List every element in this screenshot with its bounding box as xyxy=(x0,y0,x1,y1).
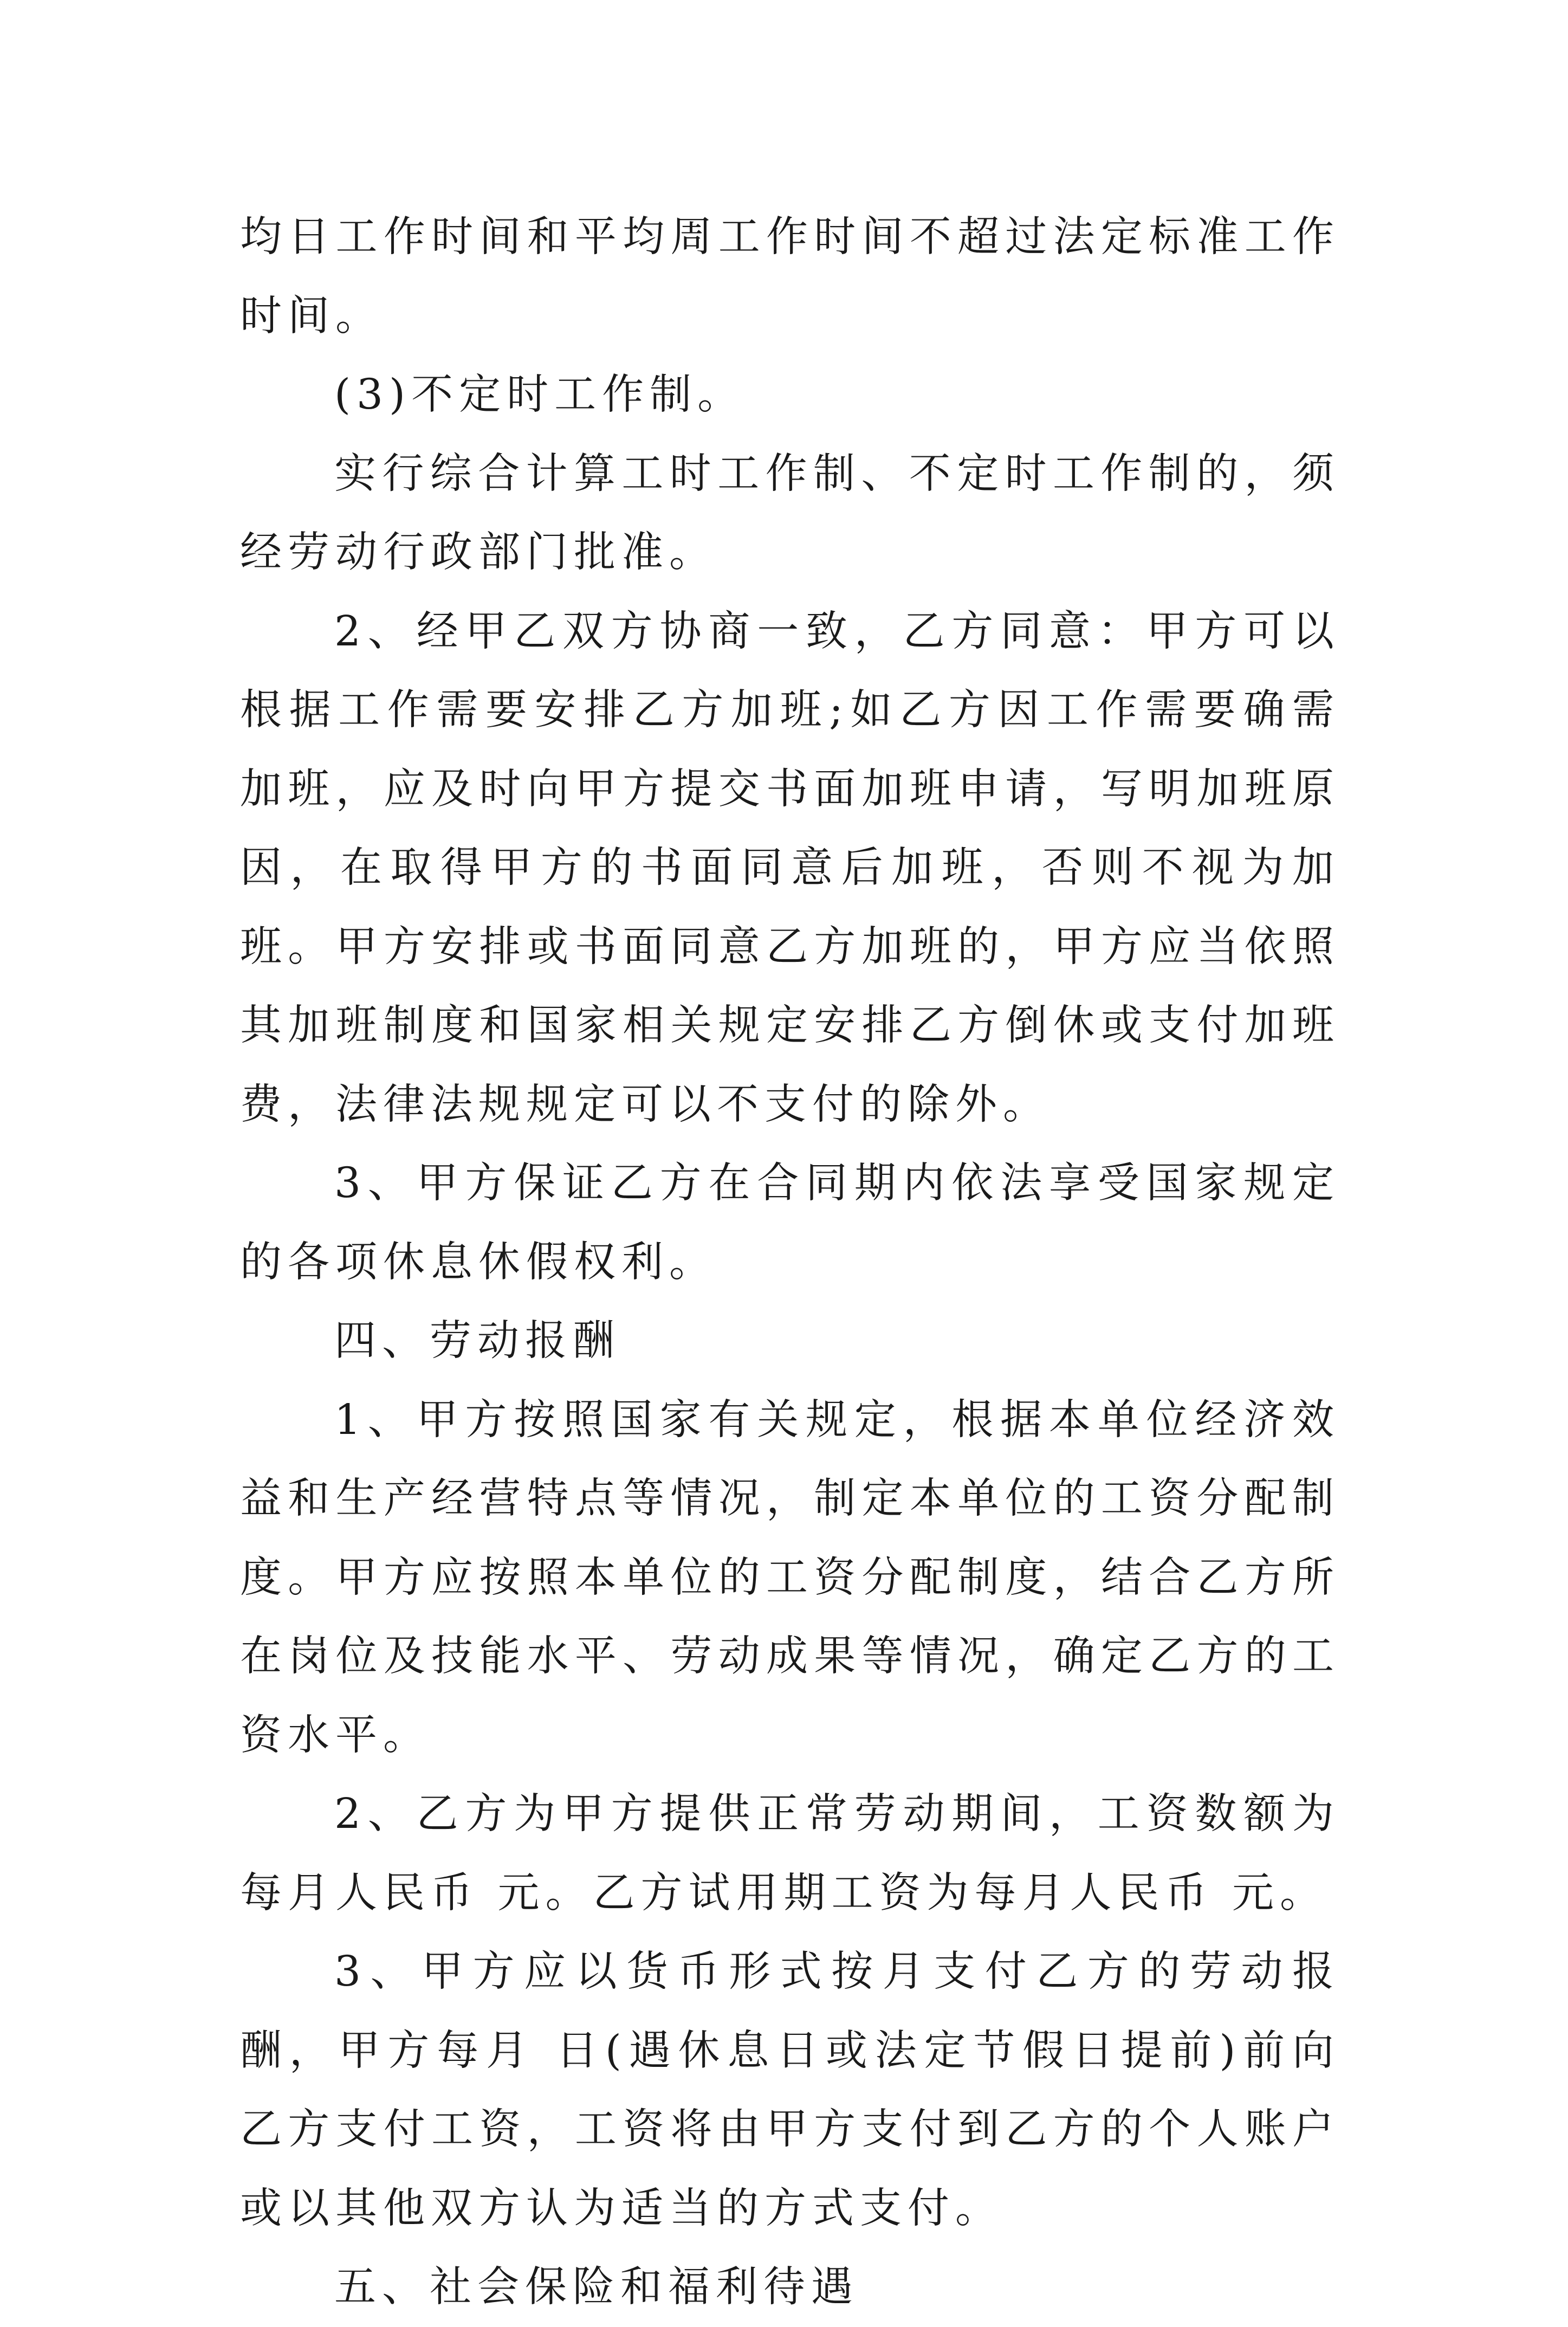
paragraph-item-3-irregular-hours: (3)不定时工作制。 xyxy=(334,371,746,419)
paragraph-overtime: 2、经甲乙双方协商一致，乙方同意：甲方可以根据工作需要安排乙方加班;如乙方因工作需要确需加班，应及时向甲方提交书面加班申请，写明加班原因，在取得甲方的书面同意后加班，否则不视为加班。甲方安排或书面同意乙方加班的，甲方应当依照其加班制度和国家相关规定安排乙方倒休或支付加班费，法律法规规定可以不支付的除外。 xyxy=(240,607,1340,1129)
section-heading-remuneration: 四、劳动报酬 xyxy=(334,1317,620,1365)
document-body xyxy=(240,198,1340,2327)
paragraph-wage-system: 1、甲方按照国家有关规定，根据本单位经济效益和生产经营特点等情况，制定本单位的工资分配制度。甲方应按照本单位的工资分配制度，结合乙方所在岗位及技能水平、劳动成果等情况，确定乙方的工资水平。 xyxy=(240,1395,1340,1760)
section-heading-social-insurance: 五、社会保险和福利待遇 xyxy=(334,2263,859,2311)
paragraph-rest-leave-rights: 3、甲方保证乙方在合同期内依法享受国家规定的各项休息休假权利。 xyxy=(240,1159,1340,1287)
paragraph-wage-payment: 3、甲方应以货币形式按月支付乙方的劳动报酬，甲方每月 日(遇休息日或法定节假日提前)前向乙方支付工资，工资将由甲方支付到乙方的个人账户或以其他双方认为适当的方式支付。 xyxy=(240,1948,1340,2233)
paragraph-continuation: 均日工作时间和平均周工作时间不超过法定标准工作时间。 xyxy=(240,213,1340,340)
paragraph-approval-requirement: 实行综合计算工时工作制、不定时工作制的，须经劳动行政部门批准。 xyxy=(240,449,1340,577)
paragraph-wage-amount: 2、乙方为甲方提供正常劳动期间，工资数额为每月人民币 元。乙方试用期工资为每月人民币 元。 xyxy=(240,1790,1340,1917)
